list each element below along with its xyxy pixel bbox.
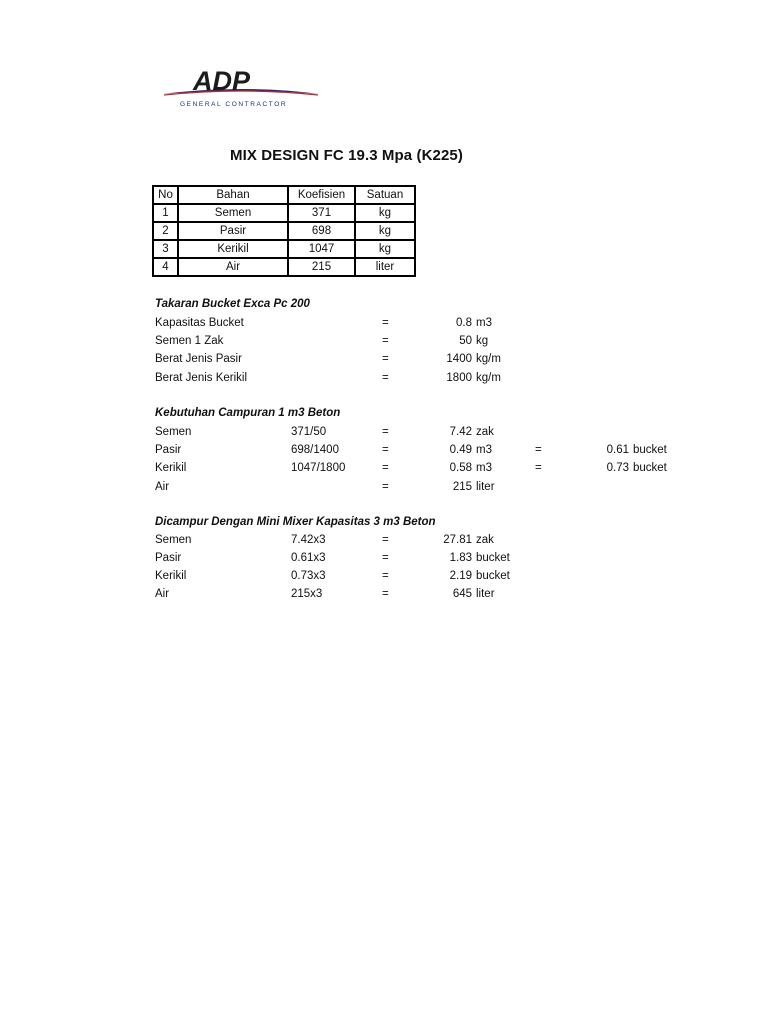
table-row	[153, 222, 415, 240]
row-formula: 0.61x3	[291, 552, 326, 564]
row-formula: 7.42x3	[291, 534, 326, 546]
row-unit: bucket	[476, 570, 510, 582]
row-value: 0.8	[456, 317, 472, 329]
list-item	[0, 335, 768, 351]
list-item	[0, 444, 768, 460]
row-equals: =	[382, 588, 389, 600]
row-label: Kapasitas Bucket	[155, 317, 244, 329]
row-equals-secondary: =	[535, 462, 542, 474]
cell-satuan: kg	[355, 222, 415, 240]
row-label: Pasir	[155, 552, 182, 564]
section-title-mini-mixer: Dicampur Dengan Mini Mixer Kapasitas 3 m3 Beton	[155, 516, 436, 528]
table-row	[153, 240, 415, 258]
list-item	[0, 426, 768, 442]
row-unit: zak	[476, 426, 494, 438]
cell-koefisien: 1047	[288, 240, 355, 258]
adp-logo-graphic	[158, 60, 326, 110]
logo-text: ADP	[193, 66, 251, 96]
row-formula: 698/1400	[291, 444, 339, 456]
row-value: 0.58	[449, 462, 472, 474]
row-unit: liter	[476, 481, 495, 493]
row-label: Semen	[155, 426, 192, 438]
row-formula: 0.73x3	[291, 570, 326, 582]
row-value: 27.81	[443, 534, 472, 546]
row-value: 2.19	[449, 570, 472, 582]
row-formula: 371/50	[291, 426, 327, 438]
table-row	[153, 258, 415, 276]
list-item	[0, 481, 768, 497]
cell-koefisien: 698	[288, 222, 355, 240]
cell-bahan: Air	[178, 258, 288, 276]
row-label: Berat Jenis Pasir	[155, 353, 242, 365]
row-unit: m3	[476, 444, 492, 456]
row-equals: =	[382, 552, 389, 564]
row-equals: =	[382, 462, 389, 474]
row-unit: liter	[476, 588, 495, 600]
row-unit-secondary: bucket	[633, 462, 667, 474]
cell-no: 2	[153, 222, 178, 240]
list-item	[0, 552, 768, 568]
material-table	[152, 185, 416, 277]
row-value: 1800	[446, 372, 472, 384]
list-item	[0, 317, 768, 333]
row-unit: kg/m	[476, 353, 501, 365]
header-koefisien: Koefisien	[288, 186, 355, 204]
row-unit: bucket	[476, 552, 510, 564]
row-label: Kerikil	[155, 462, 187, 474]
list-item	[0, 462, 768, 478]
row-value: 645	[452, 588, 472, 600]
header-satuan: Satuan	[355, 186, 415, 204]
list-item	[0, 372, 768, 388]
row-unit: m3	[476, 317, 492, 329]
row-unit: m3	[476, 462, 492, 474]
row-equals: =	[382, 444, 389, 456]
list-item	[0, 570, 768, 586]
row-value: 1400	[446, 353, 472, 365]
list-item	[0, 353, 768, 369]
list-item	[0, 534, 768, 550]
header-bahan: Bahan	[178, 186, 288, 204]
cell-no: 4	[153, 258, 178, 276]
row-value: 215	[452, 481, 472, 493]
cell-satuan: kg	[355, 240, 415, 258]
cell-satuan: kg	[355, 204, 415, 222]
row-label: Air	[155, 481, 170, 493]
row-equals: =	[382, 481, 389, 493]
row-equals: =	[382, 317, 389, 329]
section-title-bucket: Takaran Bucket Exca Pc 200	[155, 298, 310, 310]
row-unit: zak	[476, 534, 494, 546]
cell-bahan: Kerikil	[178, 240, 288, 258]
cell-no: 3	[153, 240, 178, 258]
cell-koefisien: 215	[288, 258, 355, 276]
row-value-secondary: 0.61	[606, 444, 629, 456]
row-label: Air	[155, 588, 170, 600]
header-no: No	[153, 186, 178, 204]
row-unit: kg/m	[476, 372, 501, 384]
row-equals-secondary: =	[535, 444, 542, 456]
cell-koefisien: 371	[288, 204, 355, 222]
row-equals: =	[382, 570, 389, 582]
row-label: Semen	[155, 534, 192, 546]
list-item	[0, 588, 768, 604]
row-equals: =	[382, 426, 389, 438]
cell-bahan: Pasir	[178, 222, 288, 240]
row-label: Semen 1 Zak	[155, 335, 224, 347]
row-unit-secondary: bucket	[633, 444, 667, 456]
document-title: MIX DESIGN FC 19.3 Mpa (K225)	[230, 147, 463, 164]
row-value: 0.49	[449, 444, 472, 456]
row-label: Kerikil	[155, 570, 187, 582]
row-equals: =	[382, 534, 389, 546]
table-header-row	[153, 186, 415, 204]
row-label: Berat Jenis Kerikil	[155, 372, 248, 384]
row-value-secondary: 0.73	[606, 462, 629, 474]
row-value: 7.42	[449, 426, 472, 438]
table-row	[153, 204, 415, 222]
cell-satuan: liter	[355, 258, 415, 276]
company-logo	[158, 60, 326, 110]
cell-bahan: Semen	[178, 204, 288, 222]
row-equals: =	[382, 353, 389, 365]
row-equals: =	[382, 372, 389, 384]
row-label: Pasir	[155, 444, 182, 456]
row-value: 1.83	[449, 552, 472, 564]
row-formula: 215x3	[291, 588, 323, 600]
logo-subtitle: GENERAL CONTRACTOR	[180, 101, 288, 108]
row-formula: 1047/1800	[291, 462, 346, 474]
row-value: 50	[459, 335, 472, 347]
row-equals: =	[382, 335, 389, 347]
cell-no: 1	[153, 204, 178, 222]
section-title-kebutuhan: Kebutuhan Campuran 1 m3 Beton	[155, 407, 341, 419]
row-unit: kg	[476, 335, 489, 347]
